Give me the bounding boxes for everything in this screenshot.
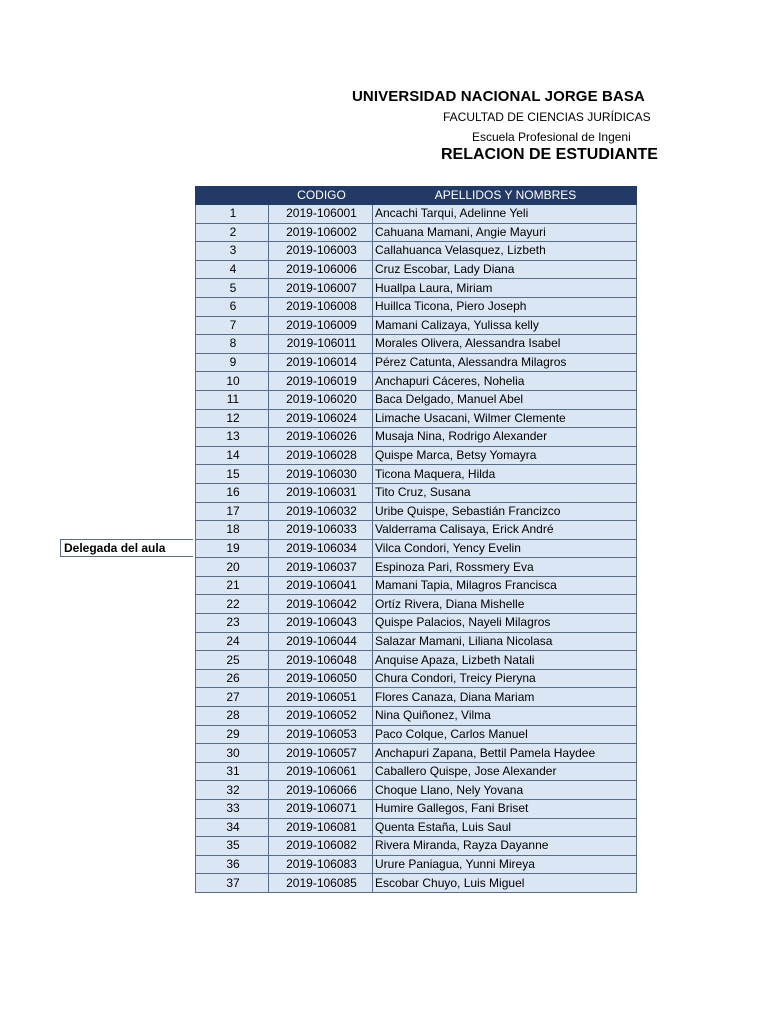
student-code: 2019-106034 xyxy=(269,539,373,558)
faculty-name: FACULTAD DE CIENCIAS JURÍDICAS xyxy=(443,110,651,124)
student-code: 2019-106081 xyxy=(269,818,373,837)
student-code: 2019-106033 xyxy=(269,521,373,540)
student-name: Mamani Tapia, Milagros Francisca xyxy=(373,576,637,595)
row-number: 5 xyxy=(196,279,269,298)
student-code: 2019-106061 xyxy=(269,762,373,781)
row-number: 18 xyxy=(196,521,269,540)
student-code: 2019-106026 xyxy=(269,428,373,447)
student-code: 2019-106042 xyxy=(269,595,373,614)
table-row xyxy=(196,335,637,354)
table-row xyxy=(196,502,637,521)
student-name: Huallpa Laura, Miriam xyxy=(373,279,637,298)
row-number: 27 xyxy=(196,688,269,707)
row-number: 29 xyxy=(196,725,269,744)
student-code: 2019-106085 xyxy=(269,874,373,893)
table-row xyxy=(196,837,637,856)
student-code: 2019-106031 xyxy=(269,483,373,502)
student-code: 2019-106001 xyxy=(269,205,373,224)
row-number: 34 xyxy=(196,818,269,837)
row-number: 4 xyxy=(196,260,269,279)
header-number xyxy=(196,187,269,205)
row-number: 6 xyxy=(196,297,269,316)
student-name: Uribe Quispe, Sebastián Francizco xyxy=(373,502,637,521)
student-code: 2019-106006 xyxy=(269,260,373,279)
school-name: Escuela Profesional de Ingeni xyxy=(472,130,631,144)
row-number: 26 xyxy=(196,669,269,688)
student-code: 2019-106057 xyxy=(269,744,373,763)
table-row xyxy=(196,483,637,502)
row-number: 37 xyxy=(196,874,269,893)
student-name: Musaja Nina, Rodrigo Alexander xyxy=(373,428,637,447)
row-number: 32 xyxy=(196,781,269,800)
table-row xyxy=(196,353,637,372)
student-name: Anchapuri Zapana, Bettil Pamela Haydee xyxy=(373,744,637,763)
student-code: 2019-106009 xyxy=(269,316,373,335)
table-row xyxy=(196,242,637,261)
table-header-row xyxy=(196,187,637,205)
delegada-label: Delegada del aula xyxy=(60,539,193,557)
row-number: 15 xyxy=(196,465,269,484)
row-number: 14 xyxy=(196,446,269,465)
university-title: UNIVERSIDAD NACIONAL JORGE BASA xyxy=(352,88,645,105)
student-name: Quispe Palacios, Nayeli Milagros xyxy=(373,614,637,633)
row-number: 12 xyxy=(196,409,269,428)
table-row xyxy=(196,725,637,744)
table-row xyxy=(196,669,637,688)
table-row xyxy=(196,707,637,726)
student-code: 2019-106032 xyxy=(269,502,373,521)
table-row xyxy=(196,409,637,428)
student-name: Escobar Chuyo, Luis Miguel xyxy=(373,874,637,893)
table-row xyxy=(196,818,637,837)
student-name: Anchapuri Cáceres, Nohelia xyxy=(373,372,637,391)
student-name: Humire Gallegos, Fani Briset xyxy=(373,800,637,819)
student-name: Chura Condori, Treicy Pieryna xyxy=(373,669,637,688)
table-row xyxy=(196,521,637,540)
table-row xyxy=(196,446,637,465)
student-name: Morales Olivera, Alessandra Isabel xyxy=(373,335,637,354)
table-row xyxy=(196,874,637,893)
table-row xyxy=(196,223,637,242)
table-row xyxy=(196,316,637,335)
row-number: 2 xyxy=(196,223,269,242)
list-title: RELACION DE ESTUDIANTE xyxy=(441,146,658,163)
student-name: Vilca Condori, Yency Evelin xyxy=(373,539,637,558)
table-row xyxy=(196,205,637,224)
table-row xyxy=(196,744,637,763)
table-row xyxy=(196,800,637,819)
student-code: 2019-106044 xyxy=(269,632,373,651)
student-code: 2019-106002 xyxy=(269,223,373,242)
student-name: Cruz Escobar, Lady Diana xyxy=(373,260,637,279)
student-name: Ticona Maquera, Hilda xyxy=(373,465,637,484)
row-number: 33 xyxy=(196,800,269,819)
table-row xyxy=(196,595,637,614)
student-code: 2019-106007 xyxy=(269,279,373,298)
student-name: Cahuana Mamani, Angie Mayuri xyxy=(373,223,637,242)
student-code: 2019-106082 xyxy=(269,837,373,856)
student-code: 2019-106043 xyxy=(269,614,373,633)
table-row xyxy=(196,576,637,595)
row-number: 1 xyxy=(196,205,269,224)
row-number: 19 xyxy=(196,539,269,558)
student-code: 2019-106041 xyxy=(269,576,373,595)
student-name: Tito Cruz, Susana xyxy=(373,483,637,502)
header-codigo: CODIGO xyxy=(269,187,373,205)
table-row xyxy=(196,260,637,279)
students-table xyxy=(195,186,637,893)
row-number: 13 xyxy=(196,428,269,447)
student-name: Anquise Apaza, Lizbeth Natali xyxy=(373,651,637,670)
table-row xyxy=(196,539,637,558)
student-code: 2019-106003 xyxy=(269,242,373,261)
student-code: 2019-106030 xyxy=(269,465,373,484)
table-row xyxy=(196,855,637,874)
table-row xyxy=(196,781,637,800)
student-code: 2019-106019 xyxy=(269,372,373,391)
table-row xyxy=(196,372,637,391)
student-name: Urure Paniagua, Yunni Mireya xyxy=(373,855,637,874)
student-name: Quenta Estaña, Luis Saul xyxy=(373,818,637,837)
row-number: 10 xyxy=(196,372,269,391)
student-name: Espinoza Pari, Rossmery Eva xyxy=(373,558,637,577)
row-number: 25 xyxy=(196,651,269,670)
row-number: 17 xyxy=(196,502,269,521)
header-apellidos-nombres: APELLIDOS Y NOMBRES xyxy=(373,187,637,205)
student-name: Ortíz Rivera, Diana Mishelle xyxy=(373,595,637,614)
student-name: Limache Usacani, Wilmer Clemente xyxy=(373,409,637,428)
student-name: Callahuanca Velasquez, Lizbeth xyxy=(373,242,637,261)
student-code: 2019-106053 xyxy=(269,725,373,744)
student-code: 2019-106050 xyxy=(269,669,373,688)
row-number: 22 xyxy=(196,595,269,614)
table-row xyxy=(196,279,637,298)
student-name: Flores Canaza, Diana Mariam xyxy=(373,688,637,707)
student-code: 2019-106014 xyxy=(269,353,373,372)
row-number: 3 xyxy=(196,242,269,261)
row-number: 28 xyxy=(196,707,269,726)
table-row xyxy=(196,614,637,633)
student-name: Ancachi Tarqui, Adelinne Yeli xyxy=(373,205,637,224)
row-number: 35 xyxy=(196,837,269,856)
student-name: Nina Quiñonez, Vilma xyxy=(373,707,637,726)
table-row xyxy=(196,390,637,409)
student-name: Salazar Mamani, Liliana Nicolasa xyxy=(373,632,637,651)
student-name: Valderrama Calisaya, Erick André xyxy=(373,521,637,540)
table-row xyxy=(196,465,637,484)
student-code: 2019-106048 xyxy=(269,651,373,670)
student-name: Caballero Quispe, Jose Alexander xyxy=(373,762,637,781)
row-number: 30 xyxy=(196,744,269,763)
student-code: 2019-106028 xyxy=(269,446,373,465)
student-name: Mamani Calizaya, Yulissa kelly xyxy=(373,316,637,335)
row-number: 36 xyxy=(196,855,269,874)
table-row xyxy=(196,558,637,577)
student-name: Paco Colque, Carlos Manuel xyxy=(373,725,637,744)
table-row xyxy=(196,762,637,781)
student-code: 2019-106083 xyxy=(269,855,373,874)
student-name: Quispe Marca, Betsy Yomayra xyxy=(373,446,637,465)
student-name: Huillca Ticona, Piero Joseph xyxy=(373,297,637,316)
row-number: 16 xyxy=(196,483,269,502)
table-row xyxy=(196,632,637,651)
table-row xyxy=(196,428,637,447)
student-code: 2019-106051 xyxy=(269,688,373,707)
student-code: 2019-106066 xyxy=(269,781,373,800)
student-code: 2019-106037 xyxy=(269,558,373,577)
row-number: 31 xyxy=(196,762,269,781)
student-code: 2019-106011 xyxy=(269,335,373,354)
row-number: 23 xyxy=(196,614,269,633)
student-code: 2019-106008 xyxy=(269,297,373,316)
student-code: 2019-106052 xyxy=(269,707,373,726)
student-name: Pérez Catunta, Alessandra Milagros xyxy=(373,353,637,372)
table-row xyxy=(196,651,637,670)
row-number: 9 xyxy=(196,353,269,372)
student-code: 2019-106024 xyxy=(269,409,373,428)
row-number: 8 xyxy=(196,335,269,354)
row-number: 20 xyxy=(196,558,269,577)
row-number: 21 xyxy=(196,576,269,595)
table-row xyxy=(196,688,637,707)
row-number: 7 xyxy=(196,316,269,335)
student-name: Rivera Miranda, Rayza Dayanne xyxy=(373,837,637,856)
student-code: 2019-106020 xyxy=(269,390,373,409)
student-name: Choque Llano, Nely Yovana xyxy=(373,781,637,800)
row-number: 24 xyxy=(196,632,269,651)
row-number: 11 xyxy=(196,390,269,409)
student-name: Baca Delgado, Manuel Abel xyxy=(373,390,637,409)
student-code: 2019-106071 xyxy=(269,800,373,819)
table-row xyxy=(196,297,637,316)
